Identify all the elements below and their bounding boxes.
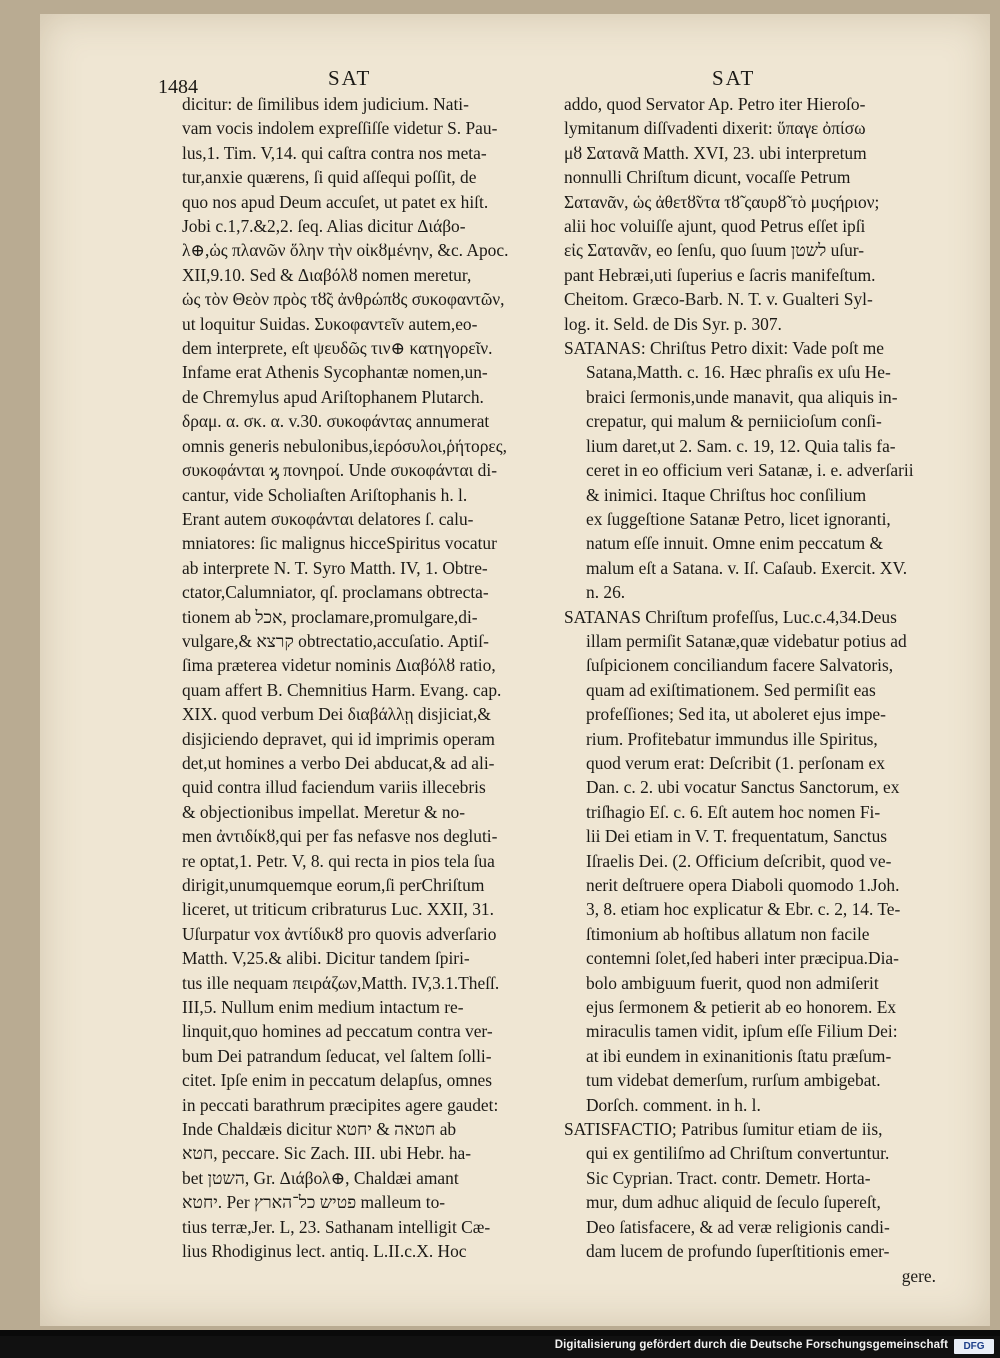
text-line: quid contra illud faciendum variis illecebris (182, 777, 486, 798)
text-line: Uſurpatur vox ἀντίδικȣ pro quovis adverſario (182, 923, 497, 944)
text-line: μȣ Σατανᾶ Matth. XVI, 23. ubi interpretum (564, 142, 867, 163)
text-line: at ibi eundem in exinanitionis ſtatu præſum- (586, 1045, 892, 1066)
text-line: mniatores: ſic malignus hicceSpiritus vocatur (182, 533, 497, 554)
text-line: lium daret,ut 2. Sam. c. 19, 12. Quia talis fa- (586, 435, 896, 456)
text-line: mur, dum adhuc aliquid de ſeculo ſupereſt, (586, 1192, 881, 1213)
text-line: Erant autem συκοφάνται delatores ſ. calu- (182, 508, 474, 529)
text-line: n. 26. (586, 582, 626, 603)
text-line: יחטא. Per פטיש כל־הארץ malleum to- (182, 1192, 446, 1213)
text-line: illam permiſit Satanæ,quæ videbatur potius ad (586, 630, 907, 651)
text-line: Deo ſatisfacere, & ad veræ religionis candi- (586, 1216, 890, 1237)
text-line: disjiciendo depravet, qui id imprimis operam (182, 728, 495, 749)
text-line: braici ſermonis,unde manavit, qua aliquis in- (586, 386, 898, 407)
text-line: gere. (901, 1265, 936, 1286)
text-line: Inde Chaldæis dicitur חטאה & יחטא ab (182, 1119, 457, 1140)
text-line: dam lucem de profundo ſuperſtitionis emer- (586, 1241, 890, 1262)
text-line: Jobi c.1,7.&2,2. ſeq. Alias dicitur Διάβο- (182, 216, 466, 237)
text-line: ejus ſermonem & petierit ab eo honorem. Ex (586, 997, 897, 1018)
dfg-logo: DFG (954, 1339, 994, 1354)
text-line: dirigit,unumquemque eorum,ſi perChriſtum (182, 875, 485, 895)
footer-bar (0, 1336, 1000, 1358)
text-line: λ⊕,ὡς πλανῶν ὅλην τὴν οἰκȣμένην, &c. Apoc. (182, 240, 509, 261)
text-line: natum eſſe innuit. Omne enim peccatum & (586, 533, 884, 554)
text-line: re optat,1. Petr. V, 8. qui recta in pios tela ſua (182, 850, 495, 871)
text-line: XII,9.10. Sed & Διαβόλȣ nomen meretur, (182, 264, 472, 285)
text-line: dicitur: de ſimilibus idem judicium. Nati- (182, 94, 469, 114)
text-line: εἰς Σατανᾶν, eo ſenſu, quo ſuum לשטן uſur- (564, 240, 865, 261)
text-line: nerit deſtruere opera Diaboli quomodo 1.Joh. (586, 875, 900, 895)
text-line: tionem ab אכל, proclamare,promulgare,di- (182, 606, 478, 627)
left-text-column (182, 92, 546, 1264)
text-line: quo nos apud Deum accuſet, ut patet ex hiſt. (182, 191, 489, 212)
text-line: Σατανᾶν, ὡς ἀθετȣ̃ντα τȣ̃ ςαυρȣ̃ τὸ μυςήριον; (564, 191, 880, 212)
text-line: III,5. Nullum enim medium intactum re- (182, 997, 464, 1018)
text-line: & inimici. Itaque Chriſtus hoc conſilium (586, 484, 867, 505)
text-line: vam vocis indolem expreſſiſſe videtur S. Pau- (182, 118, 498, 139)
text-line: Dorſch. comment. in h. l. (586, 1094, 761, 1115)
text-line: Infame erat Athenis Sycophantæ nomen,un- (182, 362, 488, 383)
text-line: δραμ. α. σκ. α. v.30. συκοφάντας annumerat (182, 411, 490, 432)
text-line: lii Dei etiam in V. T. frequentatum, Sanctus (586, 826, 888, 847)
text-line: ut loquitur Suidas. Συκοφαντεῖν autem,eo- (182, 313, 478, 334)
text-line: ab interprete N. T. Syro Matth. IV, 1. Obtre- (182, 557, 488, 578)
text-line: ctator,Calumniator, qſ. proclamans obtrecta- (182, 582, 489, 603)
text-line: addo, quod Servator Ap. Petro iter Hieroſo- (564, 94, 866, 114)
text-line: men ἀντιδίκȣ,qui per fas nefasve nos degluti- (182, 826, 498, 847)
text-line: ſuſpicionem conciliandum facere Salvatoris, (586, 655, 894, 676)
text-line: Sic Cyprian. Tract. contr. Demetr. Horta- (586, 1167, 871, 1188)
text-line: det,ut homines a verbo Dei abducat,& ad ali- (182, 752, 495, 773)
text-line: ſtimonium ab hoſtibus allatum non facile (586, 923, 870, 944)
text-line: Cheitom. Græco-Barb. N. T. v. Gualteri Syl- (564, 289, 873, 310)
text-line: in peccati barathrum præcipites agere gaudet: (182, 1094, 499, 1115)
text-line: quam ad exiſtimationem. Sed permiſit eas (586, 679, 876, 700)
text-line: log. it. Seld. de Dis Syr. p. 307. (564, 313, 782, 334)
text-line: lus,1. Tim. V,14. qui caſtra contra nos meta- (182, 142, 487, 163)
text-line: contemni ſolet,ſed haberi inter præcipua.Dia- (586, 948, 899, 969)
text-line: triſhagio Eſ. c. 6. Eſt autem hoc nomen Fi- (586, 801, 881, 822)
text-line: XIX. quod verbum Dei διαβάλλῃ disjiciat,& (182, 704, 491, 725)
text-line: liceret, ut triticum cribraturus Luc. XXII, 31. (182, 899, 494, 920)
page-number: 1484 (158, 76, 198, 98)
text-line: SATANAS: Chriſtus Petro dixit: Vade poſt me (564, 338, 885, 359)
text-line: ceret in eo officium veri Satanæ, i. e. adverſarii (586, 460, 914, 481)
text-line: חטא, peccare. Sic Zach. III. ubi Hebr. ha- (182, 1143, 472, 1164)
text-line: tum videbat demerſum, rurſum ambigebat. (586, 1070, 881, 1091)
text-line: SATISFACTIO; Patribus ſumitur etiam de iis, (564, 1119, 883, 1140)
text-line: nonnulli Chriſtum dicunt, vocaſſe Petrum (564, 167, 851, 188)
text-line: & objectionibus impellat. Meretur & no- (182, 801, 466, 822)
text-line: cantur, vide Scholiaſten Ariſtophanis h. l. (182, 484, 468, 505)
right-text-column (564, 92, 936, 1288)
text-line: lymitanum diſſvadenti dixerit: ὕπαγε ὀπίσω (564, 118, 866, 139)
text-line: Iſraelis Dei. (2. Officium deſcribit, quod ve- (586, 850, 892, 871)
text-line: ex ſuggeſtione Satanæ Petro, licet ignoranti, (586, 508, 891, 529)
text-line: bolo ambiguum fuerit, quod non admiſerit (586, 972, 879, 993)
text-line: omnis generis nebulonibus,ἱερόσυλοι,ῥήτορες, (182, 435, 507, 456)
text-line: ὡς τὸν Θεὸν πρὸς τȣ̃ς ἀνθρώπȣς συκοφαντῶν, (182, 289, 505, 310)
text-line: alii hoc voluiſſe ajunt, quod Petrus eſſet ipſi (564, 216, 866, 237)
text-line: citet. Ipſe enim in peccatum delapſus, omnes (182, 1070, 493, 1091)
text-line: quod verum erat: Deſcribit (1. perſonam ex (586, 752, 885, 773)
text-line: linquit,quo homines ad peccatum contra ver- (182, 1021, 493, 1042)
text-line: συκοφάνται ϗ πονηροί. Unde συκοφάνται di- (182, 460, 498, 481)
text-line: SATANAS Chriſtum profeſſus, Luc.c.4,34.Deus (564, 606, 897, 627)
footer-credit: Digitalisierung gefördert durch die Deutsche Forschungsgemeinschaft (554, 1339, 948, 1351)
running-head-right: SAT (712, 66, 756, 90)
text-line: qui ex gentiliſmo ad Chriſtum convertuntur. (586, 1143, 890, 1164)
text-line: Satana,Matth. c. 16. Hæc phraſis ex uſu He- (586, 362, 891, 383)
text-line: tius terræ,Jer. L, 23. Sathanam intelligit Cæ- (182, 1216, 491, 1237)
text-line: vulgare,& קרצא obtrectatio,accuſatio. Aptiſ- (182, 630, 489, 651)
text-line: rium. Profitebatur immundus ille Spiritus, (586, 728, 878, 749)
text-line: Matth. V,25.& alibi. Dicitur tandem ſpiri- (182, 948, 470, 969)
text-line: Dan. c. 2. ubi vocatur Sanctus Sanctorum, ex (586, 777, 900, 798)
text-line: dem interprete, eſt ψευδῶς τιν⊕ κατηγορεῖν. (182, 338, 493, 359)
text-line: miraculis tamen vidit, ipſum eſſe Filium Dei: (586, 1021, 898, 1042)
running-head-left: SAT (328, 66, 372, 90)
text-line: crepatur, qui malum & perniicioſum conſi- (586, 411, 882, 432)
text-line: de Chremylus apud Ariſtophanem Plutarch. (182, 386, 484, 407)
text-line: quam affert B. Chemnitius Harm. Evang. cap. (182, 679, 502, 700)
text-line: 3, 8. etiam hoc explicatur & Ebr. c. 2, 14. Te- (586, 899, 901, 920)
text-line: ſima præterea videtur nominis Διαβόλȣ ratio, (182, 655, 496, 676)
text-line: lius Rhodiginus lect. antiq. L.II.c.X. Hoc (182, 1241, 467, 1262)
text-line: tus ille nequam πειράζων,Matth. IV,3.1.Theſſ. (182, 972, 500, 993)
text-line: tur,anxie quærens, ſi quid aſſequi poſſit, de (182, 167, 477, 188)
text-line: bum Dei patrandum ſeducat, vel ſaltem ſolli- (182, 1045, 492, 1066)
text-line: profeſſiones; Sed ita, ut aboleret ejus impe- (586, 704, 886, 725)
text-line: malum eſt a Satana. v. Iſ. Caſaub. Exercit. XV. (586, 557, 908, 578)
text-line: bet השטן, Gr. Διάβολ⊕, Chaldæi amant (182, 1167, 459, 1188)
text-line: pant Hebræi,uti ſuperius e ſacris manifeſtum. (564, 264, 876, 285)
